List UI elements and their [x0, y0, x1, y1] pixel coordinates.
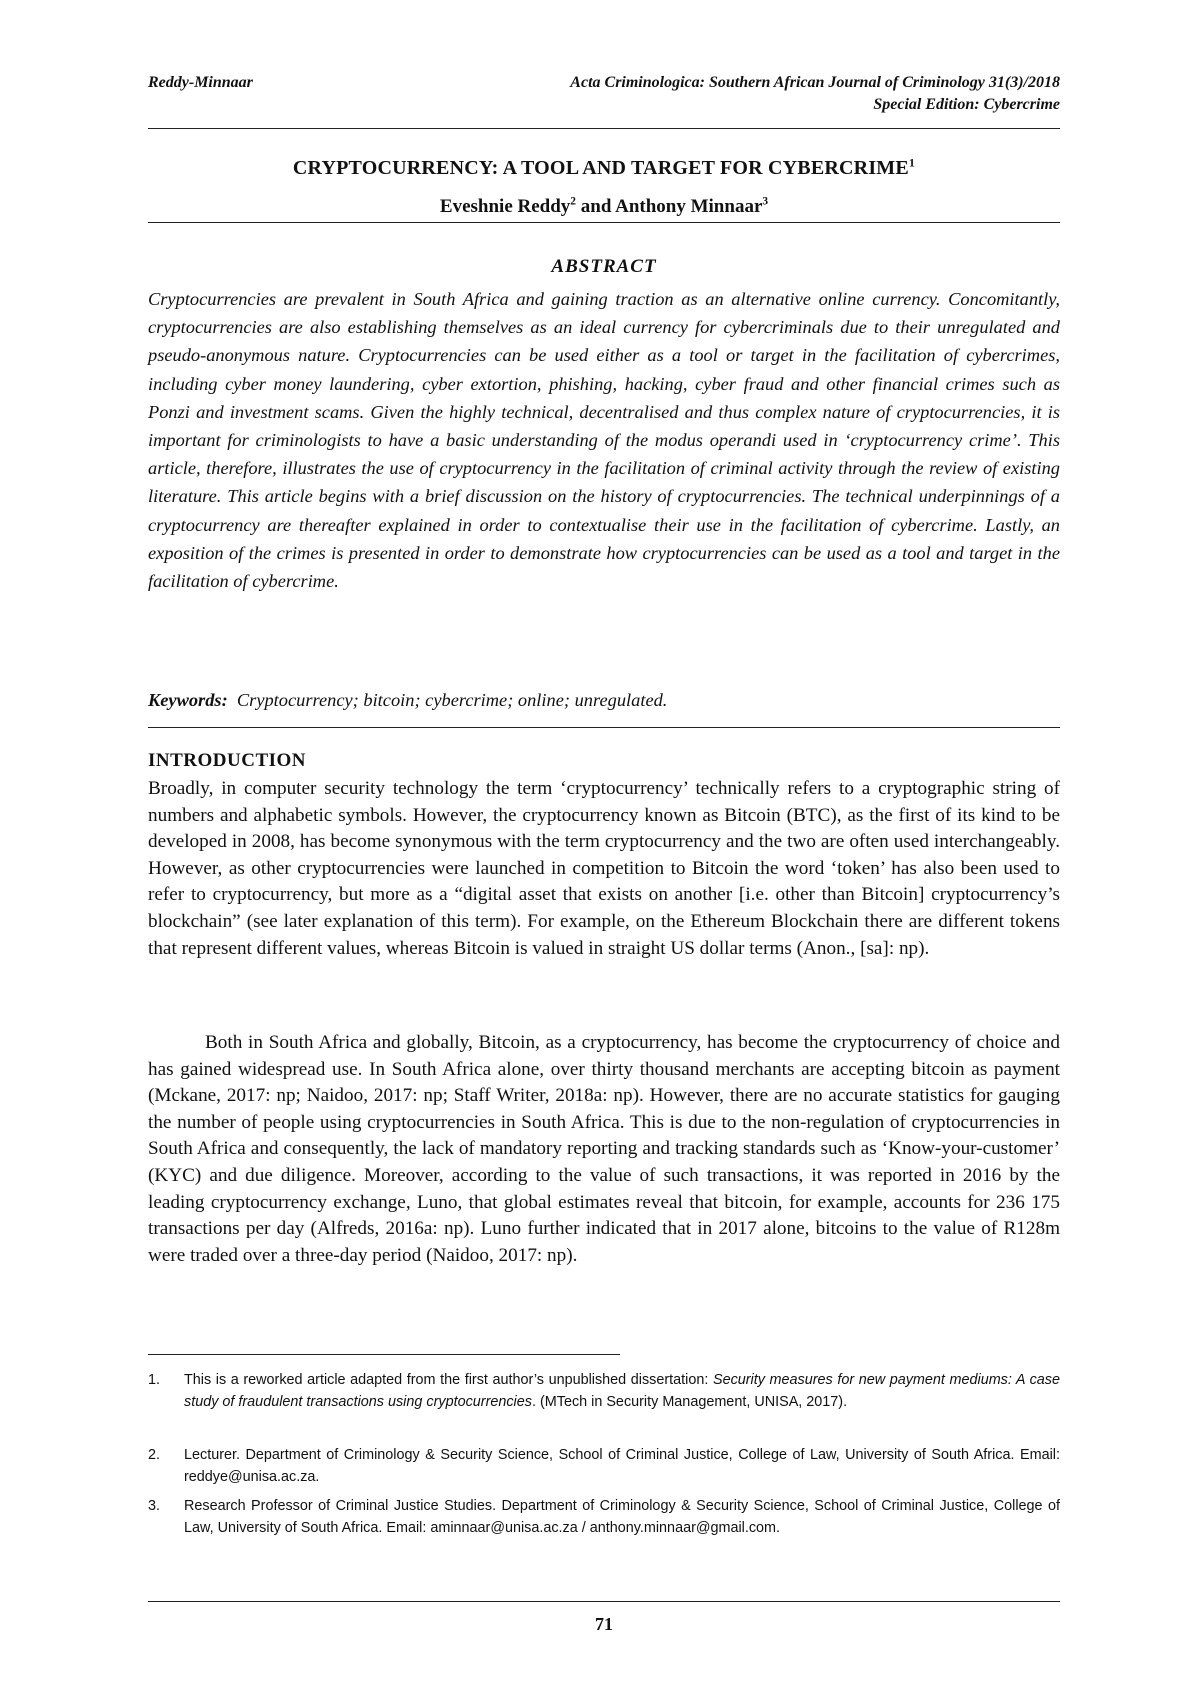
introduction-paragraph-2: Both in South Africa and globally, Bitcoin, as a cryptocurrency, has become the cryptocurrency of choice and has gained widespread use. In South Africa alone, over thirty thousand merchants are accepting bitcoin as payment (Mckane, 2017: np; Naidoo, 2017: np; Staff Writer, 2018a: np). However, there are no accurate statistics for gauging the number of people using cryptocurrencies in South Africa. This is due to the non-regulation of cryptocurrencies in South Africa and consequently, the lack of mandatory reporting and tracking standards such as ‘Know-your-customer’ (KYC) and due diligence. Moreover, according to the value of such transactions, it was reported in 2016 by the leading cryptocurrency exchange, Luno, that global estimates reveal that bitcoin, for example, accounts for 236 175 transactions per day (Alfreds, 2016a: np). Luno further indicated that in 2017 alone, bitcoins to the value of R128m were traded over a three-day period (Naidoo, 2017: np). — [148, 1032, 1060, 1266]
title-footnote-mark: 1 — [908, 155, 916, 170]
header-special-edition: Special Edition: Cybercrime — [873, 96, 1060, 113]
abstract-heading: ABSTRACT — [551, 256, 657, 277]
journal-page — [148, 0, 1060, 1696]
author-connector: and — [576, 196, 616, 217]
author-2: Anthony Minnaar — [615, 196, 763, 217]
footnote-1-tail: . (MTech in Security Management, UNISA, 2017). — [531, 1394, 848, 1410]
header-journal-title: Acta Criminologica: Southern African Journal of Criminology 31(3)/2018 — [570, 74, 1060, 91]
article-authors — [148, 196, 1060, 218]
footnote-separator — [148, 1354, 620, 1355]
footnote-1-lead: This is a reworked article adapted from the first author’s unpublished dissertation: — [184, 1372, 713, 1388]
introduction-heading: INTRODUCTION — [148, 750, 307, 771]
abstract-divider — [148, 727, 1060, 728]
keywords — [148, 690, 1060, 711]
title-divider — [148, 222, 1060, 223]
footnote-1-dissertation-title: Security measures for new payment mediums: A case study of fraudulent transactions using cryptocurrencies — [184, 1372, 1060, 1410]
page-number: 71 — [595, 1614, 613, 1634]
footnote-1-number: 1. — [148, 1372, 161, 1388]
header-divider — [148, 128, 1060, 129]
footnote-1 — [148, 1369, 1060, 1413]
keywords-label: Keywords: — [148, 690, 228, 710]
introduction-paragraph-1: Broadly, in computer security technology the term ‘cryptocurrency’ technically refers to a cryptographic string of numbers and alphabetic symbols. However, the cryptocurrency known as Bitcoin (BTC), as the first of its kind to be developed in 2008, has become synonymous with the term cryptocurrency and the two are often used interchangeably. However, as other cryptocurrencies were launched in competition to Bitcoin the word ‘token’ has also been used to refer to cryptocurrency, but more as a “digital asset that exists on another [i.e. other than Bitcoin] cryptocurrency’s blockchain” (see later explanation of this term). For example, on the Ethereum Blockchain there are different tokens that represent different values, whereas Bitcoin is valued in straight US dollar terms (Anon., [sa]: np). — [148, 778, 1060, 959]
article-title — [148, 157, 1060, 180]
header-author: Reddy-Minnaar — [148, 74, 253, 91]
footnote-3-text: Research Professor of Criminal Justice Studies. Department of Criminology & Security Science, School of Criminal Justice, College of Law, University of South Africa. Email: aminnaar@unisa.ac.za / anthony.minnaar@gmail.com. — [184, 1498, 1060, 1536]
footnote-3-number: 3. — [148, 1498, 161, 1514]
footnote-3 — [148, 1495, 1060, 1539]
article-title-text: CRYPTOCURRENCY: A TOOL AND TARGET FOR CYBERCRIME — [292, 157, 909, 179]
footnote-2 — [148, 1444, 1060, 1488]
keywords-list: Cryptocurrency; bitcoin; cybercrime; online; unregulated. — [236, 690, 668, 710]
footer-divider — [148, 1601, 1060, 1602]
footnote-1-text — [184, 1369, 1060, 1413]
author-2-footnote-mark: 3 — [762, 195, 769, 208]
author-1: Eveshnie Reddy — [439, 196, 571, 217]
abstract-text: Cryptocurrencies are prevalent in South Africa and gaining traction as an alternative online currency. Concomitantly, cryptocurrencies are also establishing themselves as an ideal currency for cybercriminals due to their unregulated and pseudo-anonymous nature. Cryptocurrencies can be used either as a tool or target in the facilitation of cybercrimes, including cyber money laundering, cyber extortion, phishing, hacking, cyber fraud and other financial crimes such as Ponzi and investment scams. Given the highly technical, decentralised and thus complex nature of cryptocurrencies, it is important for criminologists to have a basic understanding of the modus operandi used in ‘cryptocurrency crime’. This article, therefore, illustrates the use of cryptocurrency in the facilitation of criminal activity through the review of existing literature. This article begins with a brief discussion on the history of cryptocurrencies. The technical underpinnings of a cryptocurrency are thereafter explained in order to contextualise their use in the facilitation of cybercrime. Lastly, an exposition of the crimes is presented in order to demonstrate how cryptocurrencies can be used as a tool and target in the facilitation of cybercrime. — [148, 289, 1060, 592]
header-journal — [570, 72, 1060, 116]
footnote-2-text: Lecturer. Department of Criminology & Security Science, School of Criminal Justice, College of Law, University of South Africa. Email: reddye@unisa.ac.za. — [184, 1447, 1060, 1485]
footnote-2-number: 2. — [148, 1447, 161, 1463]
author-1-footnote-mark: 2 — [570, 195, 576, 208]
